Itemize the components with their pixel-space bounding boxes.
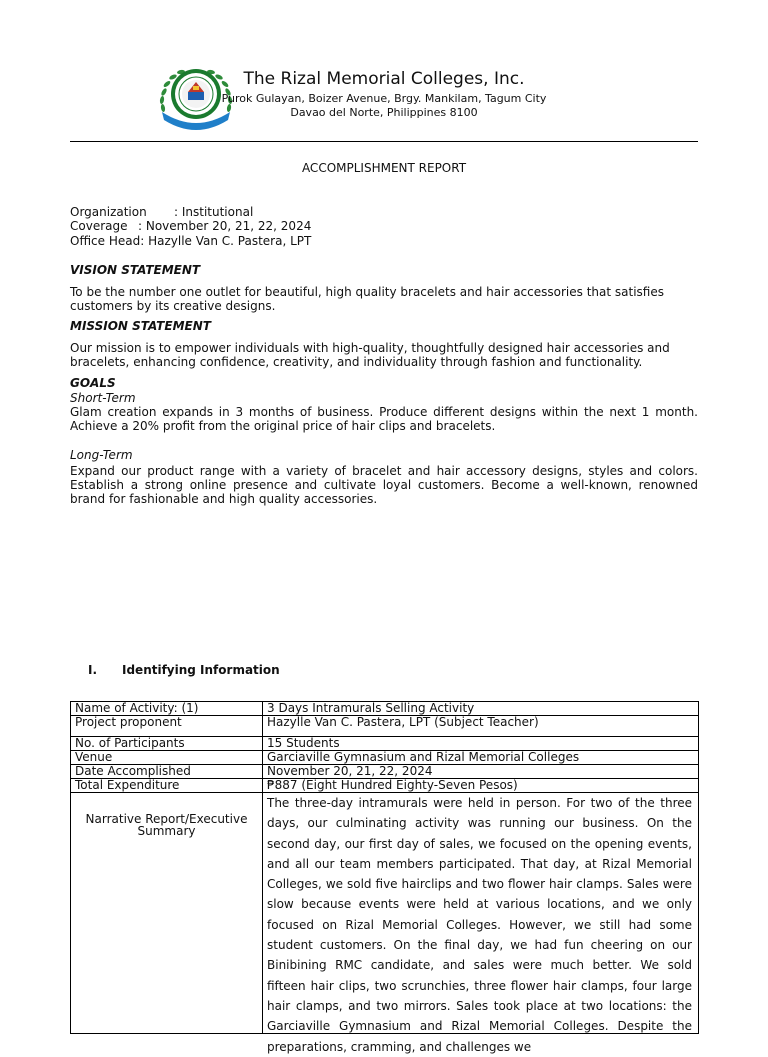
row-label: Project proponent (71, 716, 263, 737)
identifying-table (70, 701, 699, 1054)
identifying-heading (88, 663, 280, 677)
row-value: ₱887 (Eight Hundred Eighty-Seven Pesos) (263, 779, 699, 793)
organization-value: : Institutional (174, 205, 254, 219)
office-head-label: Office Head (70, 234, 141, 248)
table-row (71, 737, 699, 751)
organization-line (70, 205, 253, 219)
narrative-text: The three-day intramurals were held in person. For two of the three days, our culminating activity was running our business. On the second day, our first day of sales, we focused on the opening events, and all our team members participated. That day, at Rizal Memorial Colleges, we sold five hairclips and two flower hair clamps. Sales were slow because events were held at various locations, and we only focused on Rizal Memorial Colleges. However, we still had some student customers. On the final day, we had fun cheering on our Binibining RMC candidate, and sales were much better. We sold fifteen hair clips, two scrunchies, three flower hair clamps, four large hair clamps, and two mirrors. Sales took place at two locations: the Garciaville Gymnasium and Rizal Memorial Colleges. Despite the preparations, cramming, and challenges we (267, 796, 692, 1054)
row-value: Hazylle Van C. Pastera, LPT (Subject Teacher) (263, 716, 699, 737)
goals-heading: GOALS (70, 376, 116, 390)
short-term-text: Glam creation expands in 3 months of business. Produce different designs within the next 1 month. Achieve a 20% profit from the original price of hair clips and bracelets. (70, 405, 698, 433)
section-title: Identifying Information (122, 663, 280, 677)
narrative-label-text: Narrative Report/Executive Summary (85, 812, 248, 838)
coverage-label: Coverage (70, 219, 128, 233)
long-term-label: Long-Term (70, 448, 133, 462)
narrative-label (71, 793, 263, 1034)
row-label: Date Accomplished (71, 765, 263, 779)
coverage-line (70, 219, 311, 233)
section-number: I. (88, 663, 98, 677)
table-row-narrative (71, 793, 699, 1034)
mission-heading: MISSION STATEMENT (70, 319, 211, 333)
table-row (71, 765, 699, 779)
row-label: Venue (71, 751, 263, 765)
report-title: ACCOMPLISHMENT REPORT (301, 161, 467, 175)
narrative-cell (263, 793, 699, 1054)
address-line-2: Davao del Norte, Philippines 8100 (290, 106, 478, 119)
row-value: 15 Students (263, 737, 699, 751)
table-row (71, 751, 699, 765)
row-label: Total Expenditure (71, 779, 263, 793)
row-value: Garciaville Gymnasium and Rizal Memorial Colleges (263, 751, 699, 765)
college-name: The Rizal Memorial Colleges, Inc. (243, 69, 525, 89)
long-term-text: Expand our product range with a variety of bracelet and hair accessory designs, styles and colors. Establish a strong online presence and cultivate loyal customers. Become a well-known, renowned brand for fashionable and high quality accessories. (70, 464, 698, 506)
row-label: Name of Activity: (1) (71, 702, 263, 716)
table-row (71, 779, 699, 793)
vision-text: To be the number one outlet for beautiful, high quality bracelets and hair accessories that satisfies customers by its creative designs. (70, 285, 664, 313)
table-row (71, 716, 699, 737)
mission-text: Our mission is to empower individuals with high-quality, thoughtfully designed hair accessories and bracelets, enhancing confidence, creativity, and individuality through fashion and functionality. (70, 341, 670, 369)
row-value: 3 Days Intramurals Selling Activity (263, 702, 699, 716)
header-divider (70, 141, 698, 142)
row-value: November 20, 21, 22, 2024 (263, 765, 699, 779)
vision-heading: VISION STATEMENT (70, 263, 201, 277)
office-head-value: : Hazylle Van C. Pastera, LPT (140, 234, 312, 248)
office-head-line (70, 234, 311, 248)
organization-label: Organization (70, 205, 147, 219)
address-line-1: Purok Gulayan, Boizer Avenue, Brgy. Mankilam, Tagum City (221, 92, 547, 105)
row-label: No. of Participants (71, 737, 263, 751)
short-term-label: Short-Term (70, 391, 136, 405)
coverage-value: : November 20, 21, 22, 2024 (138, 219, 312, 233)
table-row (71, 702, 699, 716)
